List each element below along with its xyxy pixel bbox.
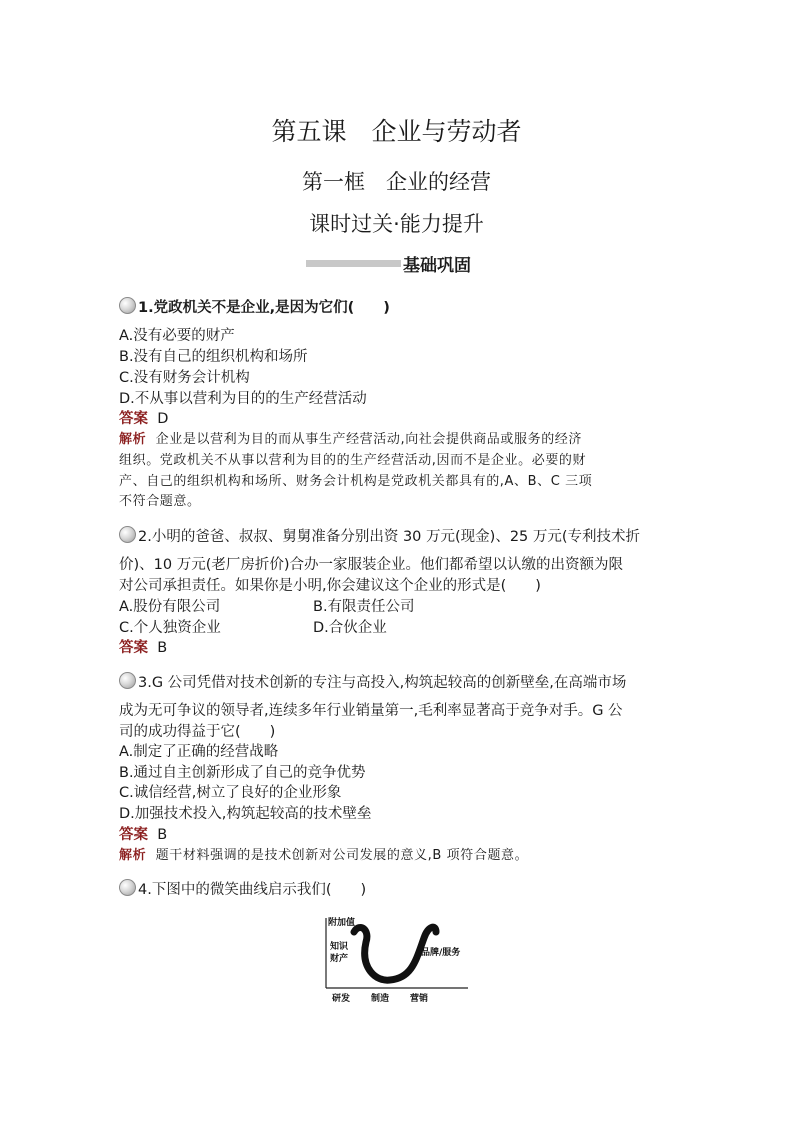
right-label: 品牌/服务 [421,948,461,958]
question-2-text-2: 价)、10 万元(老厂房折价)合办一家服装企业。他们都希望以认缴的出资额为限 [119,557,624,573]
q3-explain-line-1 [119,846,528,866]
section-bar [306,260,401,267]
answer-label: 答案 [119,640,148,656]
q2-option-b: B.有限责任公司 [313,599,415,615]
answer-value: D [157,411,169,427]
y-axis-label: 附加值 [328,918,356,928]
question-3-stem [119,672,626,693]
question-4-text: 4.下图中的微笑曲线启示我们( ) [138,882,367,898]
q2-answer [119,638,167,658]
frame-title: 第一框 企业的经营 [302,170,491,194]
q1-explain-line-2: 组织。党政机关不从事以营利为目的的生产经营活动,因而不是企业。必要的财 [119,453,587,468]
question-bullet-icon [119,297,136,314]
page-subtitle: 课时过关·能力提升 [309,212,484,236]
question-3-text-3: 司的成功得益于它( ) [119,724,276,740]
question-2-text-1: 2.小明的爸爸、叔叔、舅舅准备分别出资 30 万元(现金)、25 万元(专利技术折 [138,529,641,545]
q1-option-a: A.没有必要的财产 [119,328,235,344]
q1-explain-line-1 [119,430,582,450]
question-2-stem [119,526,640,547]
question-bullet-icon [119,879,136,896]
left-label-2: 财产 [330,954,349,964]
q1-explain-line-4: 不符合题意。 [119,494,201,509]
left-label-1: 知识 [330,942,349,952]
explain-label: 解析 [119,432,147,447]
explain-text: 企业是以营利为目的而从事生产经营活动,向社会提供商品或服务的经济 [155,432,583,447]
answer-value: B [157,827,168,843]
answer-value: B [157,640,168,656]
question-2-text-3: 对公司承担责任。如果你是小明,你会建议这个企业的形式是( ) [119,578,541,594]
explain-label: 解析 [119,848,147,863]
x-label-manufacturing: 制造 [371,994,390,1004]
lesson-title: 第五课 企业与劳动者 [271,117,522,146]
question-bullet-icon [119,526,136,543]
question-3-text-1: 3.G 公司凭借对技术创新的专注与高投入,构筑起较高的创新壁垒,在高端市场 [138,675,627,691]
question-bullet-icon [119,672,136,689]
q2-option-d: D.合伙企业 [313,620,387,636]
q2-option-a: A.股份有限公司 [119,599,221,615]
q3-option-d: D.加强技术投入,构筑起较高的技术壁垒 [119,806,372,822]
question-4-stem [119,879,366,900]
q3-option-c: C.诚信经营,树立了良好的企业形象 [119,785,342,801]
q1-option-d: D.不从事以营利为目的的生产经营活动 [119,391,367,407]
answer-label: 答案 [119,827,148,843]
q3-option-b: B.通过自主创新形成了自己的竞争优势 [119,765,366,781]
question-1-stem [119,297,390,318]
x-label-marketing: 营销 [410,994,429,1004]
q3-option-a: A.制定了正确的经营战略 [119,744,279,760]
q3-answer [119,825,167,845]
q1-explain-line-3: 产、自己的组织机构和场所、财务会计机构是党政机关都具有的,A、B、C 三项 [119,474,593,489]
question-1-text: 1.党政机关不是企业,是因为它们( ) [138,300,390,316]
x-label-rd: 研发 [332,994,351,1004]
q1-answer [119,409,168,429]
section-title: 基础巩固 [403,256,471,276]
answer-label: 答案 [119,411,148,427]
q1-option-b: B.没有自己的组织机构和场所 [119,349,308,365]
explain-text: 题干材料强调的是技术创新对公司发展的意义,B 项符合题意。 [155,848,529,863]
q1-option-c: C.没有财务会计机构 [119,370,250,386]
smile-curve-figure [320,910,480,1010]
question-3-text-2: 成为无可争议的领导者,连续多年行业销量第一,毛利率显著高于竞争对手。G 公 [119,703,623,719]
q2-option-c: C.个人独资企业 [119,620,221,636]
